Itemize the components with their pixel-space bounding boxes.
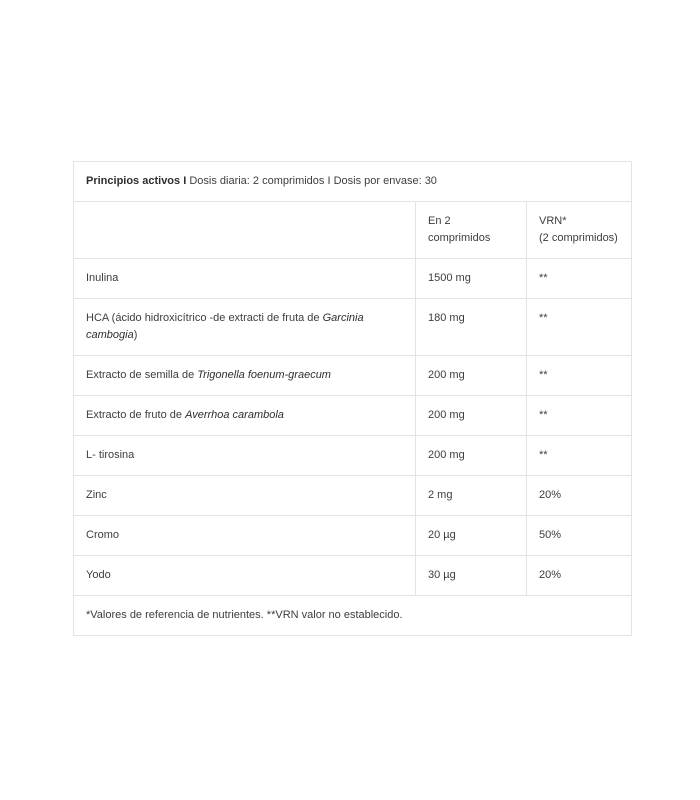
ingredient-text: Cromo bbox=[86, 529, 120, 541]
amount-cell: 200 mg bbox=[416, 356, 527, 396]
nutrition-table bbox=[73, 161, 632, 636]
header-vrn-line2: (2 comprimidos) bbox=[539, 232, 618, 244]
ingredient-text: Inulina bbox=[86, 272, 119, 284]
vrn-cell: 20% bbox=[527, 476, 632, 516]
table-row bbox=[74, 476, 632, 516]
amount-cell: 20 µg bbox=[416, 516, 527, 556]
table-row bbox=[74, 556, 632, 596]
vrn-cell: ** bbox=[527, 396, 632, 436]
ingredient-cell bbox=[74, 436, 416, 476]
vrn-cell: 50% bbox=[527, 516, 632, 556]
header-vrn-line1: VRN* bbox=[539, 215, 567, 227]
header-ingredient bbox=[74, 202, 416, 259]
ingredient-latin: Trigonella foenum-graecum bbox=[197, 369, 331, 381]
ingredient-text: Zinc bbox=[86, 489, 107, 501]
ingredient-latin: Garcinia cambogia bbox=[86, 312, 364, 341]
amount-cell: 2 mg bbox=[416, 476, 527, 516]
table-row bbox=[74, 299, 632, 356]
ingredient-text: Extracto de fruto de bbox=[86, 409, 186, 421]
ingredient-cell bbox=[74, 516, 416, 556]
ingredient-text: Yodo bbox=[86, 569, 111, 581]
header-vrn bbox=[527, 202, 632, 259]
ingredient-text: Extracto de semilla de bbox=[86, 369, 198, 381]
ingredient-text: HCA (ácido hidroxicítrico -de extracti de fruta de bbox=[86, 312, 323, 324]
amount-cell: 200 mg bbox=[416, 396, 527, 436]
ingredient-latin: Averrhoa carambola bbox=[185, 409, 284, 421]
ingredient-text: L- tirosina bbox=[86, 449, 135, 461]
ingredient-suffix: ) bbox=[133, 329, 138, 341]
table-row bbox=[74, 436, 632, 476]
table-row bbox=[74, 259, 632, 299]
vrn-cell: ** bbox=[527, 259, 632, 299]
ingredient-cell bbox=[74, 299, 416, 356]
ingredient-cell bbox=[74, 396, 416, 436]
table-row bbox=[74, 396, 632, 436]
amount-cell: 30 µg bbox=[416, 556, 527, 596]
ingredient-cell bbox=[74, 556, 416, 596]
table-caption bbox=[74, 162, 632, 202]
header-amount: En 2 comprimidos bbox=[416, 202, 527, 259]
table-footnote-row bbox=[74, 596, 632, 636]
vrn-cell: ** bbox=[527, 356, 632, 396]
table-row bbox=[74, 356, 632, 396]
amount-cell: 200 mg bbox=[416, 436, 527, 476]
caption-bold: Principios activos I bbox=[86, 175, 187, 187]
vrn-cell: 20% bbox=[527, 556, 632, 596]
table-caption-row bbox=[74, 162, 632, 202]
ingredient-cell bbox=[74, 356, 416, 396]
vrn-cell: ** bbox=[527, 299, 632, 356]
amount-cell: 1500 mg bbox=[416, 259, 527, 299]
ingredient-cell bbox=[74, 476, 416, 516]
table-header-row bbox=[74, 202, 632, 259]
table-footnote: *Valores de referencia de nutrientes. **VRN valor no establecido. bbox=[74, 596, 632, 636]
caption-text: Dosis diaria: 2 comprimidos I Dosis por envase: 30 bbox=[186, 175, 437, 187]
table-row bbox=[74, 516, 632, 556]
amount-cell: 180 mg bbox=[416, 299, 527, 356]
ingredient-cell bbox=[74, 259, 416, 299]
vrn-cell: ** bbox=[527, 436, 632, 476]
